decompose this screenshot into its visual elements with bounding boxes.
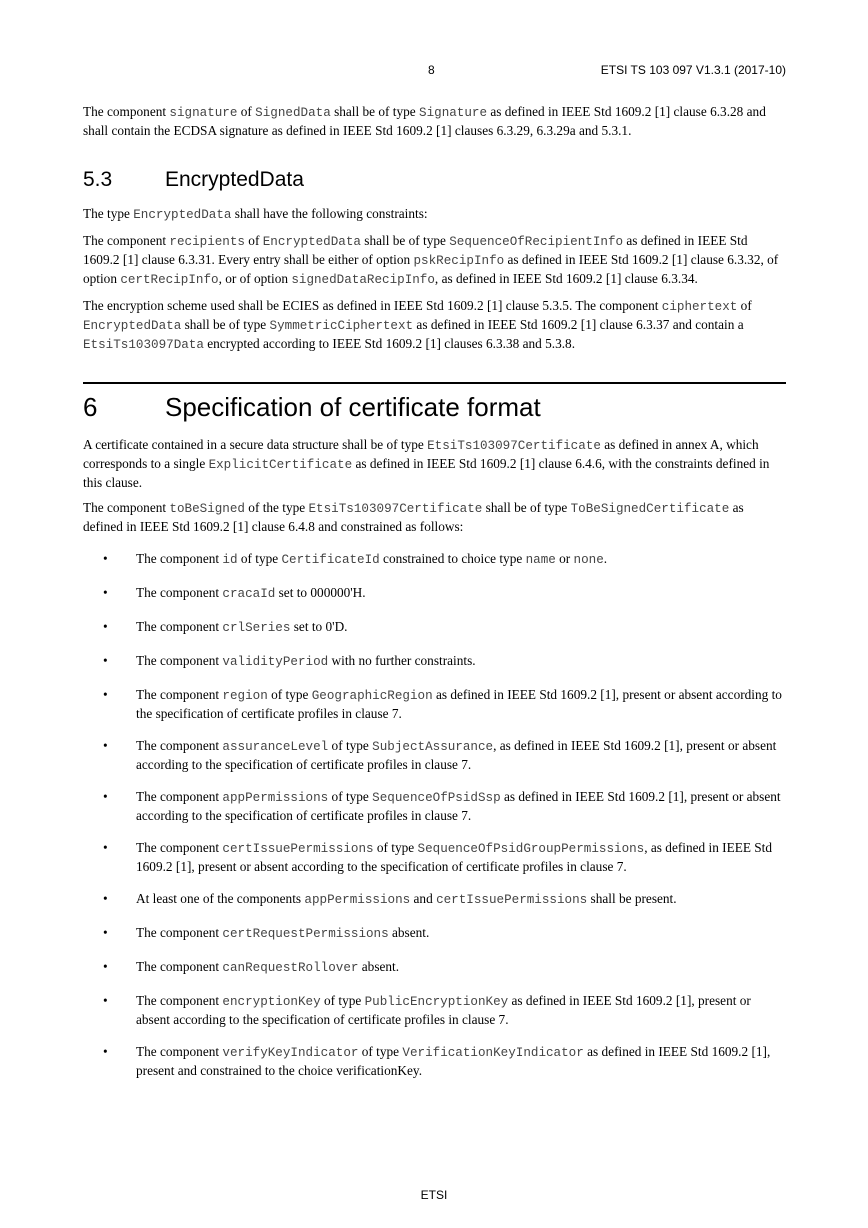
code-term: EtsiTs103097Certificate (308, 502, 483, 516)
code-term: EtsiTs103097Certificate (427, 439, 601, 453)
bullet-icon: • (103, 551, 108, 566)
list-item: • The component assuranceLevel of type SubjectAssurance, as defined in IEEE Std 1609.2 [1], present or absent according to the specification of certificate profiles in clause 7. (103, 738, 777, 772)
list-item: • The component canRequestRollover absent. (103, 959, 400, 975)
code-term: region (222, 689, 268, 703)
section-rule (83, 382, 786, 424)
list-item: • The component appPermissions of type SequenceOfPsidSsp as defined in IEEE Std 1609.2 [1], present or absent according to the specification of certificate profiles in clause 7. (103, 789, 781, 823)
code-term: GeographicRegion (311, 689, 433, 703)
code-term: certRequestPermissions (222, 927, 389, 941)
constraint-list (83, 550, 786, 1079)
code-term: EncryptedData (83, 319, 182, 333)
code-term: encryptionKey (222, 995, 321, 1009)
code-term: verifyKeyIndicator (222, 1046, 359, 1060)
bullet-icon: • (103, 925, 108, 940)
paragraph: The type EncryptedData shall have the following constraints: (83, 206, 428, 222)
code-term: none (573, 553, 604, 567)
bullet-icon: • (103, 738, 108, 753)
section-number: 6 (83, 392, 98, 422)
bullet-icon: • (103, 653, 108, 668)
document-body (83, 103, 786, 1094)
bullet-icon: • (103, 840, 108, 855)
section-title: Specification of certificate format (165, 392, 541, 422)
list-item: • The component cracaId set to 000000'H. (103, 585, 366, 601)
list-item: • The component region of type GeographicRegion as defined in IEEE Std 1609.2 [1], present or absent according to the specification of certificate profiles in clause 7. (103, 687, 782, 721)
code-term: EtsiTs103097Data (83, 338, 204, 352)
code-term: SequenceOfPsidSsp (372, 791, 501, 805)
list-item: • At least one of the components appPermissions and certIssuePermissions shall be present. (103, 891, 677, 907)
list-item: • The component validityPeriod with no further constraints. (103, 653, 476, 669)
paragraph: The component toBeSigned of the type EtsiTs103097Certificate shall be of type ToBeSignedCertificate as defined in IEEE Std 1609.2 [1] clause 6.4.8 and constrained as follows: (83, 500, 744, 534)
bullet-icon: • (103, 891, 108, 906)
code-term: SequenceOfPsidGroupPermissions (417, 842, 645, 856)
list-item: • The component crlSeries set to 0'D. (103, 619, 348, 635)
paragraph: The encryption scheme used shall be ECIES as defined in IEEE Std 1609.2 [1] clause 5.3.5. The component ciphertext of EncryptedData shall be of type SymmetricCiphertext as defined in IEEE Std 1609.2 [1] clause 6.3.37 and contain a EtsiTs103097Data encrypted according to IEEE Std 1609.2 [1] clauses 6.3.38 and 5.3.8. (83, 298, 752, 352)
code-term: ExplicitCertificate (208, 458, 353, 472)
code-term: appPermissions (222, 791, 329, 805)
list-item: • The component certIssuePermissions of type SequenceOfPsidGroupPermissions, as defined in IEEE Std 1609.2 [1], present or absent according to the specification of certificate profiles in clause 7. (103, 840, 773, 874)
section-number: 5.3 (83, 168, 113, 191)
code-term: certIssuePermissions (436, 893, 588, 907)
document-id: ETSI TS 103 097 V1.3.1 (2017-10) (600, 63, 786, 77)
code-term: ToBeSignedCertificate (570, 502, 730, 516)
code-term: PublicEncryptionKey (364, 995, 509, 1009)
code-term: signedDataRecipInfo (291, 273, 435, 287)
code-term: EncryptedData (133, 208, 232, 222)
list-item: • The component id of type CertificateId constrained to choice type name or none. (103, 551, 608, 567)
code-term: crlSeries (222, 621, 291, 635)
code-term: SubjectAssurance (372, 740, 494, 754)
code-term: canRequestRollover (222, 961, 359, 975)
bullet-icon: • (103, 1044, 108, 1059)
code-term: SymmetricCiphertext (269, 319, 414, 333)
paragraph: A certificate contained in a secure data structure shall be of type EtsiTs103097Certificate as defined in annex A, which corresponds to a single ExplicitCertificate as defined in IEEE Std 1609.2 [1] clause 6.4.6, with the constraints defined in this clause. (83, 437, 770, 490)
code-term: certRecipInfo (120, 273, 219, 287)
code-term: SignedData (255, 106, 331, 120)
code-term: ciphertext (661, 300, 738, 314)
list-item: • The component certRequestPermissions absent. (103, 925, 430, 941)
code-term: Signature (419, 106, 488, 120)
code-term: pskRecipInfo (413, 254, 505, 268)
bullet-icon: • (103, 993, 108, 1008)
bullet-icon: • (103, 585, 108, 600)
code-term: SequenceOfRecipientInfo (449, 235, 624, 249)
code-term: name (525, 553, 556, 567)
code-term: VerificationKeyIndicator (402, 1046, 584, 1060)
code-term: validityPeriod (222, 655, 329, 669)
list-item: • The component verifyKeyIndicator of type VerificationKeyIndicator as defined in IEEE Std 1609.2 [1], present and constrained to the choice verificationKey. (103, 1044, 771, 1078)
bullet-icon: • (103, 789, 108, 804)
list-item: • The component encryptionKey of type PublicEncryptionKey as defined in IEEE Std 1609.2 [1], present or absent according to the specification of certificate profiles in clause 7. (103, 993, 751, 1027)
code-term: id (222, 553, 238, 567)
section-heading-6 (83, 390, 786, 424)
code-term: certIssuePermissions (222, 842, 374, 856)
code-term: toBeSigned (169, 502, 245, 516)
bullet-icon: • (103, 687, 108, 702)
code-term: recipients (169, 235, 245, 249)
intro-paragraph: The component signature of SignedData shall be of type Signature as defined in IEEE Std 1609.2 [1] clause 6.3.28 and shall contain the ECDSA signature as defined in IEEE Std 1609.2 [1] clauses 6.3.29, 6.3.29a and 5.3.1. (83, 104, 766, 138)
bullet-icon: • (103, 619, 108, 634)
code-term: assuranceLevel (222, 740, 329, 754)
paragraph: The component recipients of EncryptedData shall be of type SequenceOfRecipientInfo as defined in IEEE Std 1609.2 [1] clause 6.3.31. Every entry shall be either of option pskRecipInfo as defined in IEEE Std 1609.2 [1] clause 6.3.32, of option certRecipInfo, or of option signedDataRecipInfo, as defined in IEEE Std 1609.2 [1] clause 6.3.34. (83, 233, 779, 287)
section-heading-5-3 (83, 167, 786, 193)
code-term: CertificateId (281, 553, 380, 567)
page-number: 8 (428, 63, 435, 77)
footer-text: ETSI (420, 1188, 448, 1202)
code-term: EncryptedData (262, 235, 361, 249)
code-term: cracaId (222, 587, 276, 601)
section-title: EncryptedData (165, 168, 304, 191)
bullet-icon: • (103, 959, 108, 974)
code-term: signature (169, 106, 238, 120)
code-term: appPermissions (304, 893, 411, 907)
